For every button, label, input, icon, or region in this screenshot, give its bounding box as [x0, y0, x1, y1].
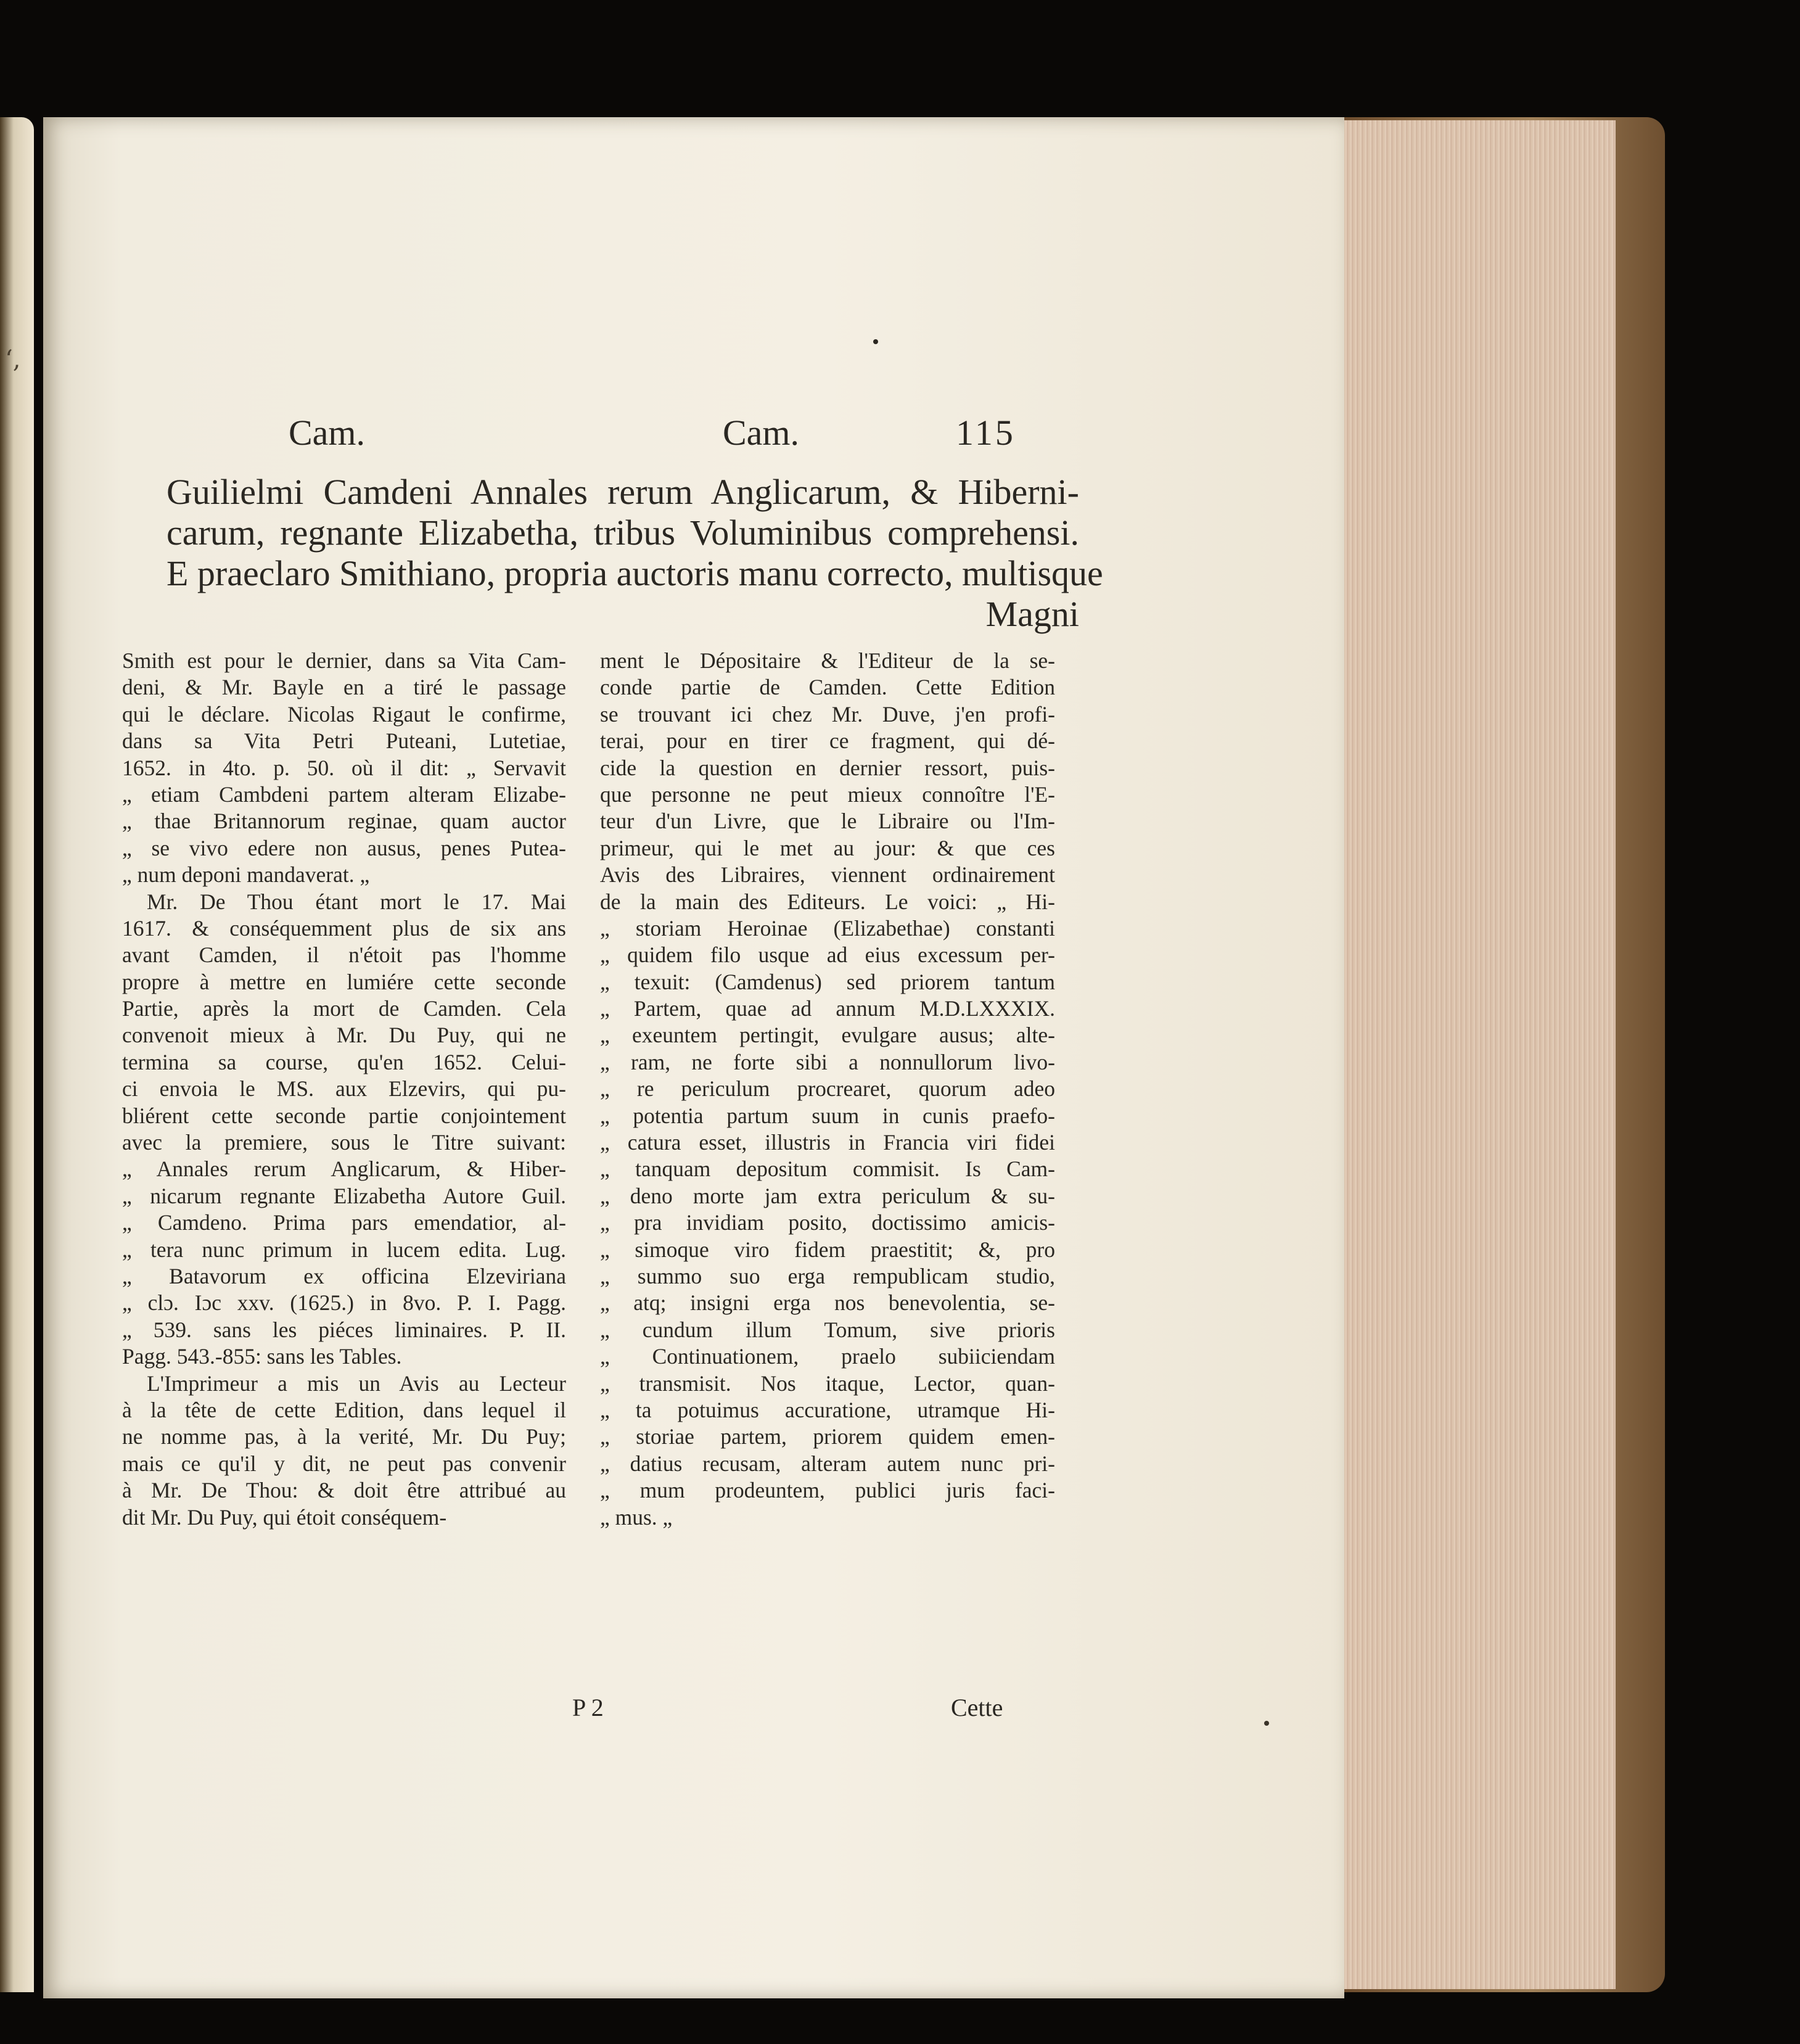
- text-line: „ nicarum regnante Elizabetha Autore Guil.: [122, 1183, 566, 1208]
- entry-line: carum, regnante Elizabetha, tribus Voluminibus comprehensi.: [166, 513, 1079, 553]
- running-head-left: Cam.: [289, 413, 366, 453]
- text-line: Partie, après la mort de Camden. Cela: [122, 996, 566, 1021]
- text-line: mais ce qu'il y dit, ne peut pas convenir: [122, 1451, 566, 1476]
- text-line: deni, & Mr. Bayle en a tiré le passage: [122, 675, 566, 700]
- book-page: [43, 117, 1344, 1998]
- page-number: 115: [956, 413, 1016, 453]
- text-line: L'Imprimeur a mis un Avis au Lecteur: [147, 1370, 566, 1396]
- text-line: „ quidem filo usque ad eius excessum per-: [600, 942, 1055, 968]
- text-line: avec la premiere, sous le Titre suivant:: [122, 1130, 566, 1155]
- entry-heading: [166, 472, 1103, 635]
- text-line: „ se vivo edere non ausus, penes Putea-: [122, 835, 566, 860]
- text-line: „ simoque viro fidem praestitit; &, pro: [600, 1237, 1055, 1262]
- text-line: „ ram, ne forte sibi a nonnullorum livo-: [600, 1049, 1055, 1074]
- text-line: ci envoia le MS. aux Elzevirs, qui pu-: [122, 1076, 566, 1102]
- text-line: Mr. De Thou étant mort le 17. Mai: [147, 889, 566, 914]
- left-column: [122, 648, 566, 1531]
- text-line: qui le déclare. Nicolas Rigaut le confirme,: [122, 701, 566, 727]
- signature-mark: P 2: [572, 1694, 604, 1721]
- text-line: se trouvant ici chez Mr. Duve, j'en profi-: [600, 701, 1055, 727]
- text-line: ment le Dépositaire & l'Editeur de la se-: [600, 648, 1055, 673]
- text-line: „ pra invidiam posito, doctissimo amicis-: [600, 1210, 1055, 1235]
- page-speck: [1264, 1721, 1269, 1726]
- facing-page-edge: [0, 117, 34, 1992]
- text-line: conde partie de Camden. Cette Edition: [600, 675, 1055, 700]
- text-line: „ Annales rerum Anglicarum, & Hiber-: [122, 1156, 566, 1182]
- text-line: Smith est pour le dernier, dans sa Vita Cam-: [122, 648, 566, 673]
- text-line: „ potentia partum suum in cunis praefo-: [600, 1103, 1055, 1128]
- text-line: „ storiae partem, priorem quidem emen-: [600, 1424, 1055, 1449]
- text-line: teur d'un Livre, que le Libraire ou l'Im-: [600, 809, 1055, 834]
- right-column: [600, 648, 1055, 1531]
- text-line: „ exeuntem pertingit, evulgare ausus; alte-: [600, 1023, 1055, 1048]
- text-line: „ thae Britannorum reginae, quam auctor: [122, 809, 566, 834]
- text-line: „ storiam Heroinae (Elizabethae) constanti: [600, 915, 1055, 941]
- text-line: „ deno morte jam extra periculum & su-: [600, 1183, 1055, 1208]
- text-line: dit Mr. Du Puy, qui étoit conséquem-: [122, 1504, 447, 1530]
- facing-page-margin-mark: ʻ,: [5, 345, 21, 374]
- text-line: 1652. in 4to. p. 50. où il dit: „ Servavit: [122, 755, 566, 780]
- text-line: „ 539. sans les piéces liminaires. P. II.: [122, 1317, 566, 1342]
- text-line: 1617. & conséquemment plus de six ans: [122, 915, 566, 941]
- text-line: „ tanquam depositum commisit. Is Cam-: [600, 1156, 1055, 1182]
- text-line: „ re periculum procrearet, quorum adeo: [600, 1076, 1055, 1102]
- text-line: „ atq; insigni erga nos benevolentia, se-: [600, 1290, 1055, 1316]
- text-line: „ Partem, quae ad annum M.D.LXXXIX.: [600, 996, 1055, 1021]
- text-line: „ etiam Cambdeni partem alteram Elizabe-: [122, 781, 566, 807]
- text-line: avant Camden, il n'étoit pas l'homme: [122, 942, 566, 968]
- text-line: terai, pour en tirer ce fragment, qui dé-: [600, 728, 1055, 754]
- text-line: propre à mettre en lumiére cette seconde: [122, 969, 566, 994]
- text-line: „ texuit: (Camdenus) sed priorem tantum: [600, 969, 1055, 994]
- entry-line: Guilielmi Camdeni Annales rerum Anglicarum, & Hiberni-: [166, 472, 1079, 512]
- text-line: „ clɔ. Iɔc xxv. (1625.) in 8vo. P. I. Pagg.: [122, 1290, 566, 1316]
- text-line: termina sa course, qu'en 1652. Celui-: [122, 1049, 566, 1074]
- text-line: „ mum prodeuntem, publici juris faci-: [600, 1478, 1055, 1503]
- text-line: Avis des Libraires, viennent ordinairement: [600, 862, 1055, 888]
- ornament-dot: [873, 339, 878, 344]
- text-line: „ catura esset, illustris in Francia viri fidei: [600, 1130, 1055, 1155]
- text-line: primeur, qui le met au jour: & que ces: [600, 835, 1055, 860]
- text-line: „ datius recusam, alteram autem nunc pri-: [600, 1451, 1055, 1476]
- text-line: ne nomme pas, à la verité, Mr. Du Puy;: [122, 1424, 566, 1449]
- entry-line: E praeclaro Smithiano, propria auctoris manu correcto, multisque: [166, 553, 1103, 593]
- text-line: „ Batavorum ex officina Elzeviriana: [122, 1263, 566, 1288]
- text-line: bliérent cette seconde partie conjointement: [122, 1103, 566, 1128]
- text-line: „ Camdeno. Prima pars emendatior, al-: [122, 1210, 566, 1235]
- text-line: „ cundum illum Tomum, sive prioris: [600, 1317, 1055, 1342]
- text-line: de la main des Editeurs. Le voici: „ Hi-: [600, 889, 1055, 914]
- text-line: „ summo suo erga rempublicam studio,: [600, 1263, 1055, 1288]
- text-line: Pagg. 543.-855: sans les Tables.: [122, 1344, 402, 1369]
- text-line: cide la question en dernier ressort, puis-: [600, 755, 1055, 780]
- text-line: „ num deponi mandaverat. „: [122, 862, 370, 888]
- running-head-center: Cam.: [723, 413, 800, 453]
- text-line: „ ta potuimus accuratione, utramque Hi-: [600, 1397, 1055, 1422]
- text-line: „ mus. „: [600, 1504, 673, 1530]
- text-line: „ Continuationem, praelo subiiciendam: [600, 1344, 1055, 1369]
- text-line: „ tera nunc primum in lucem edita. Lug.: [122, 1237, 566, 1262]
- text-line: „ transmisit. Nos itaque, Lector, quan-: [600, 1370, 1055, 1396]
- text-line: à la tête de cette Edition, dans lequel il: [122, 1397, 566, 1422]
- text-line: à Mr. De Thou: & doit être attribué au: [122, 1478, 566, 1503]
- page-block-edge: [1344, 120, 1616, 1989]
- text-line: que personne ne peut mieux connoître l'E-: [600, 781, 1055, 807]
- catchword: Cette: [951, 1694, 1003, 1721]
- text-line: convenoit mieux à Mr. Du Puy, qui ne: [122, 1023, 566, 1048]
- entry-line: Magni: [985, 594, 1079, 634]
- text-line: dans sa Vita Petri Puteani, Lutetiae,: [122, 728, 566, 754]
